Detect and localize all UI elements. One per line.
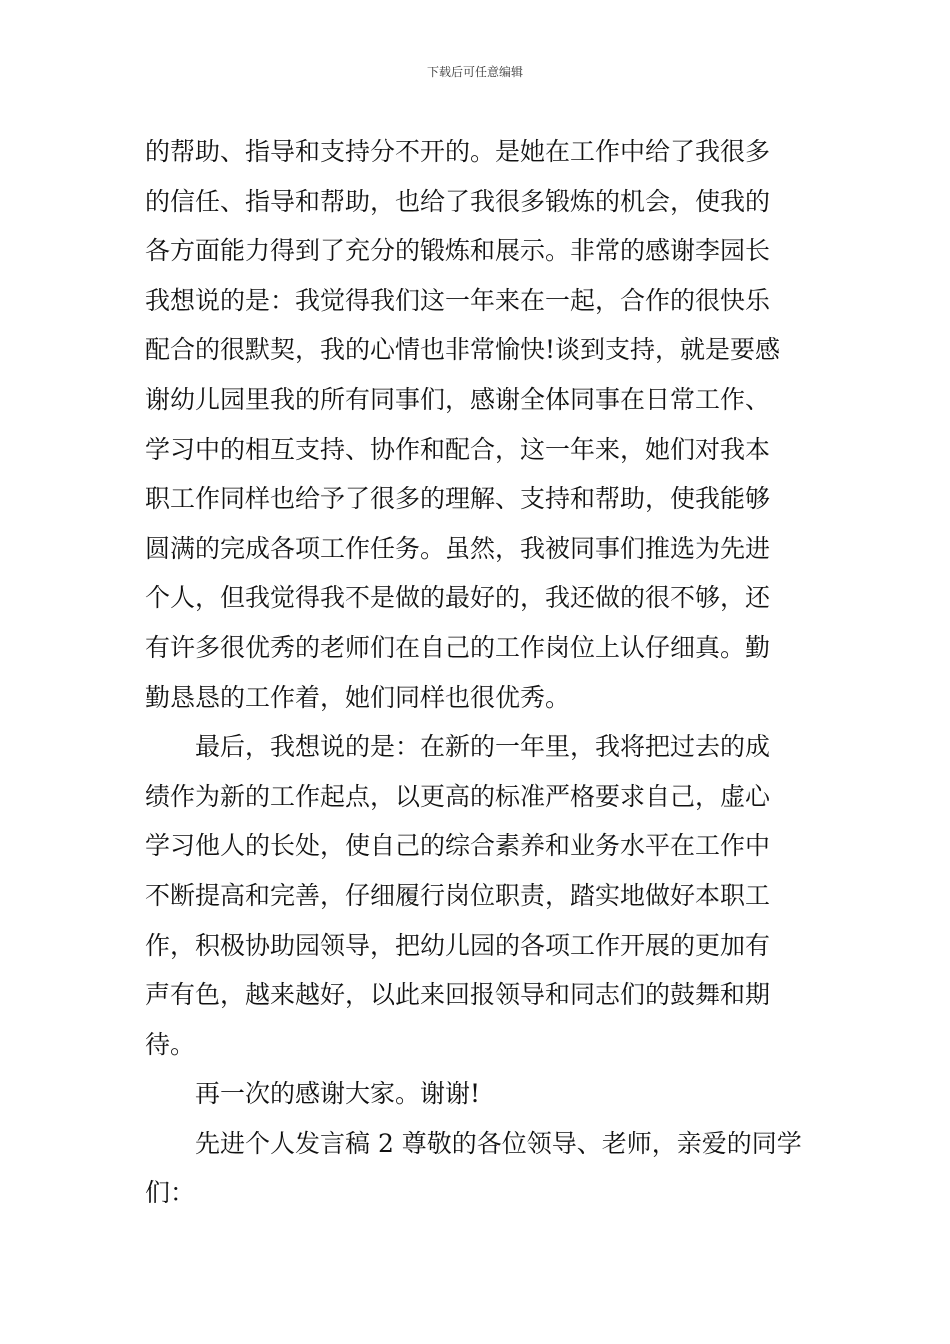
text-line: 声有色，越来越好，以此来回报领导和同志们的鼓舞和期 bbox=[145, 980, 771, 1010]
text-line: 作，积极协助园领导，把幼儿园的各项工作开展的更加有 bbox=[145, 930, 771, 960]
text-line: 学习中的相互支持、协作和配合，这一年来，她们对我本 bbox=[145, 434, 771, 464]
text-line: 不断提高和完善，仔细履行岗位职责，踏实地做好本职工 bbox=[145, 880, 771, 910]
text-line: 我想说的是：我觉得我们这一年来在一起，合作的很快乐 bbox=[145, 285, 771, 315]
text-line: 个人，但我觉得我不是做的最好的，我还做的很不够，还 bbox=[145, 583, 771, 613]
document-body bbox=[145, 127, 811, 1218]
paragraph-4 bbox=[145, 1119, 811, 1218]
paragraph-1 bbox=[145, 127, 811, 722]
text-line: 职工作同样也给予了很多的理解、支持和帮助，使我能够 bbox=[145, 484, 771, 514]
text-line: 再一次的感谢大家。谢谢! bbox=[195, 1079, 481, 1109]
text-line: 先进个人发言稿 2 尊敬的各位领导、老师，亲爱的同学 bbox=[195, 1128, 802, 1158]
text-line: 的帮助、指导和支持分不开的。是她在工作中给了我很多 bbox=[145, 137, 771, 166]
text-line: 待。 bbox=[145, 1029, 196, 1059]
text-line: 配合的很默契，我的心情也非常愉快!谈到支持，就是要感 bbox=[145, 335, 781, 365]
paragraph-2 bbox=[145, 722, 811, 1069]
text-line: 圆满的完成各项工作任务。虽然，我被同事们推选为先进 bbox=[145, 533, 771, 563]
text-line: 有许多很优秀的老师们在自己的工作岗位上认仔细真。勤 bbox=[145, 632, 771, 662]
text-line: 学习他人的长处，使自己的综合素养和业务水平在工作中 bbox=[145, 831, 771, 861]
text-line: 勤恳恳的工作着，她们同样也很优秀。 bbox=[145, 682, 571, 712]
paragraph-3 bbox=[145, 1069, 811, 1119]
text-line: 最后，我想说的是：在新的一年里，我将把过去的成 bbox=[195, 732, 771, 762]
text-line: 的信任、指导和帮助，也给了我很多锻炼的机会，使我的 bbox=[145, 186, 771, 216]
text-line: 绩作为新的工作起点，以更高的标准严格要求自己，虚心 bbox=[145, 781, 771, 811]
page-header: 下载后可任意编辑 bbox=[426, 65, 523, 79]
text-line: 各方面能力得到了充分的锻炼和展示。非常的感谢李园长 bbox=[145, 236, 771, 266]
text-line: 们： bbox=[145, 1178, 196, 1208]
text-line: 谢幼儿园里我的所有同事们，感谢全体同事在日常工作、 bbox=[145, 384, 771, 414]
